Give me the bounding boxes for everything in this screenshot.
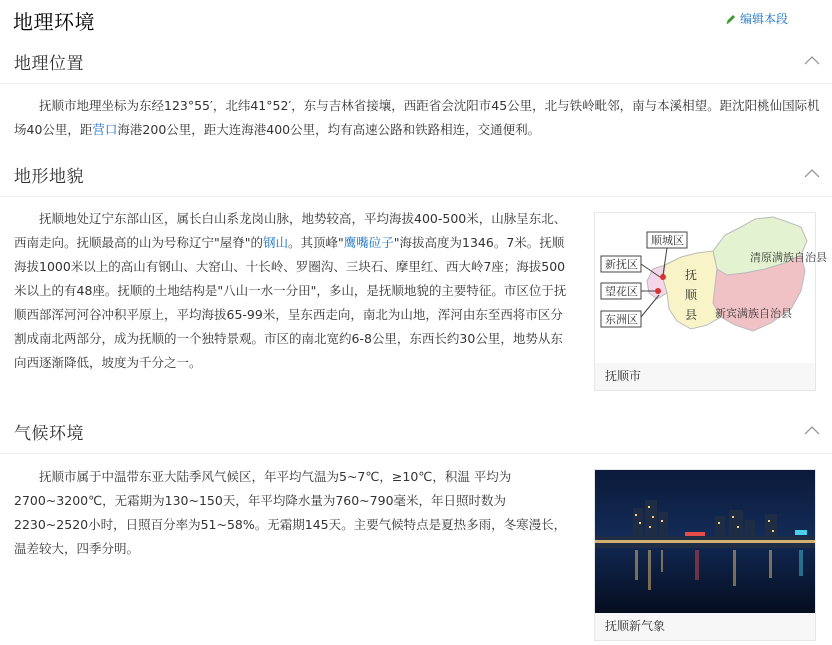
chevron-up-icon[interactable] — [804, 168, 820, 178]
edit-section-label: 编辑本段 — [739, 12, 788, 26]
map-label-dongzhou: 东洲区 — [605, 314, 638, 326]
map-label-wanghua: 望花区 — [605, 286, 638, 298]
map-label-shuncheng: 顺城区 — [651, 235, 684, 247]
section-header-climate — [0, 413, 832, 454]
map-caption: 抚顺市 — [605, 369, 642, 383]
map-label-xinfu: 新抚区 — [605, 259, 638, 271]
section-header-terrain — [0, 156, 832, 197]
map-label-fushun-3: 县 — [685, 308, 698, 322]
map-label-xinbin: 新宾满族自治县 — [715, 308, 792, 320]
page-title: 地理环境 — [13, 10, 95, 34]
photo-caption: 抚顺新气象 — [605, 619, 666, 633]
climate-paragraph: 抚顺市属于中温带东亚大陆季风气候区，年平均气温为5~7℃，≥10℃，积温 平均为2700~3200℃，无霜期为130~150天，年平均降水量为760~790毫米，年日照时数为2230~2520小时，日照百分率为51~58%。无霜期145天。主要气候特点是夏热多雨，冬寒漫长，温差较大，四季分明。 — [14, 469, 567, 556]
edit-section-button[interactable] — [725, 10, 788, 27]
map-label-fushun-2: 顺 — [685, 288, 698, 302]
link-yingzuilazi[interactable]: 鹰嘴砬子 — [343, 235, 394, 250]
link-gangshan[interactable]: 钢山 — [263, 235, 289, 250]
section-header-location — [0, 43, 832, 84]
link-yingkou[interactable]: 营口 — [92, 122, 118, 137]
city-night-figure[interactable] — [594, 469, 816, 641]
fushun-map-figure[interactable] — [594, 212, 827, 391]
section-title-location: 地理位置 — [14, 54, 84, 74]
chevron-up-icon[interactable] — [804, 55, 820, 65]
section-title-climate: 气候环境 — [14, 424, 84, 444]
map-label-qingyuan: 清原满族自治县 — [750, 252, 827, 264]
section-title-terrain: 地形地貌 — [14, 167, 84, 187]
terrain-paragraph: 抚顺地处辽宁东部山区，属长白山系龙岗山脉，地势较高，平均海拔400-500米，山脉呈东北、西南走向。抚顺最高的山为号称辽宁"屋脊"的钢山。其顶峰"鹰嘴砬子"海拔高度为1346。7米。抚顺海拔1000米以上的高山有钢山、大窑山、十长岭、罗圈沟、三块石、摩里红、西大岭7座；海拔500米以上的有48座。抚顺的土地结构是"八山一水一分田"，多山，是抚顺地貌的主要特征。市区位于抚顺西部浑河河谷冲积平原上，平均海拔65-99米，呈东西走向，南北为山地，浑河由东至西将市区分割成南北两部分，成为抚顺的一个独特景观。市区的南北宽约6-8公里，东西长约30公里，地势从东向西逐渐降低，坡度为千分之一。 — [14, 211, 567, 370]
chevron-up-icon[interactable] — [804, 425, 820, 435]
location-paragraph: 抚顺市地理坐标为东经123°55′，北纬41°52′，东与吉林省接壤，西距省会沈阳市45公里，北与铁岭毗邻，南与本溪相望。距沈阳桃仙国际机场40公里，距营口海港200公里，距大连海港400公里，均有高速公路和铁路相连，交通便利。 — [14, 98, 820, 137]
map-label-fushun-1: 抚 — [685, 268, 698, 282]
fushun-map-image — [595, 213, 827, 363]
city-night-photo — [595, 470, 815, 613]
pencil-icon — [725, 13, 737, 25]
